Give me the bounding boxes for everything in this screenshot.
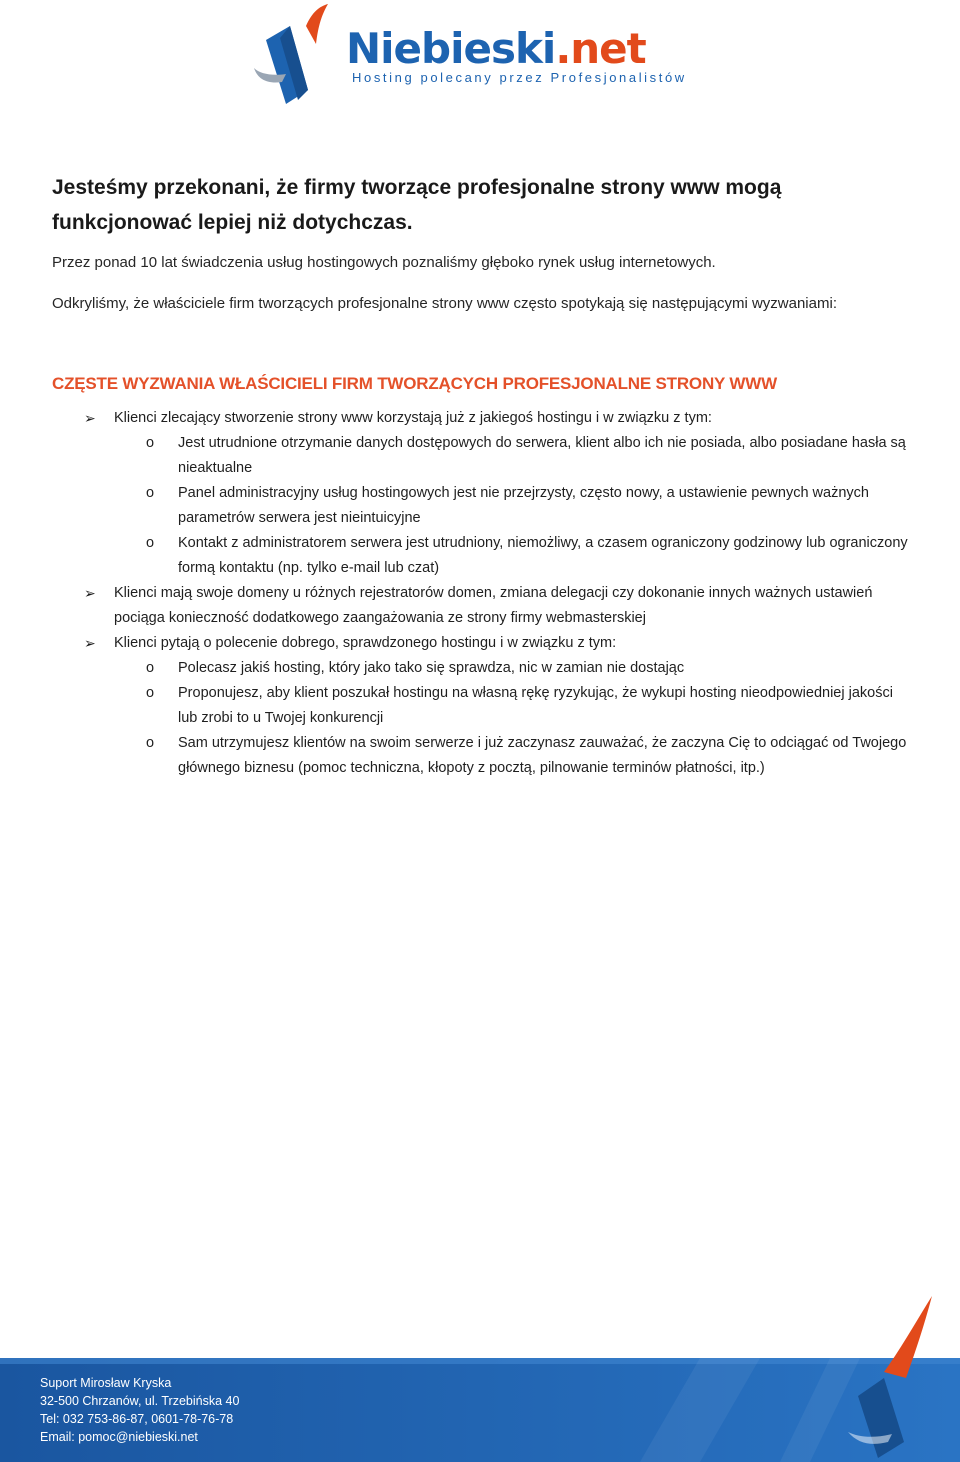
- list-item-text: Klienci zlecający stworzenie strony www korzystają już z jakiegoś hostingu i w związku z tym:: [114, 410, 712, 426]
- footer-phone: Tel: 032 753-86-87, 0601-78-76-78: [40, 1412, 234, 1426]
- footer-email[interactable]: Email: pomoc@niebieski.net: [40, 1430, 198, 1444]
- footer-contact: [40, 1374, 239, 1446]
- sub-list-item: [52, 656, 912, 681]
- sub-list-item-text: Kontakt z administratorem serwera jest utrudniony, niemożliwy, a czasem ograniczony godzinowy lub ograniczony formą kontaktu (np. tylko e-mail lub czat): [178, 535, 908, 576]
- circle-bullet-icon: o: [146, 535, 155, 551]
- logo-tagline: Hosting polecany przez Profesjonalistów: [352, 70, 687, 85]
- sub-list: [114, 431, 912, 581]
- footer-company: Suport Mirosław Kryska: [40, 1376, 172, 1390]
- logo-swoosh-icon: [246, 4, 356, 108]
- list-item: [52, 631, 912, 781]
- sub-list-item: [52, 681, 912, 731]
- list-item-text: Klienci pytają o polecenie dobrego, sprawdzonego hostingu i w związku z tym:: [114, 635, 617, 651]
- arrow-bullet-icon: ➢: [84, 585, 96, 601]
- sub-list-item-text: Panel administracyjny usług hostingowych jest nie przejrzysty, często nowy, a ustawienie pewnych ważnych parametrów serwera jest nieintuicyjne: [178, 485, 869, 526]
- logo: [246, 4, 687, 108]
- sub-list-item: [52, 431, 912, 481]
- sub-list-item-text: Proponujesz, aby klient poszukał hostingu na własną rękę ryzykując, że wykupi hosting nieodpowiedniej jakości lub zrobi to u Twojej konkurencji: [178, 685, 893, 726]
- list-item-text: Klienci mają swoje domeny u różnych rejestratorów domen, zmiana delegacji czy dokonanie innych ważnych ustawień pociąga konieczność dodatkowego zaangażowania ze strony firmy webmasterskiej: [114, 585, 873, 626]
- circle-bullet-icon: o: [146, 485, 155, 501]
- sub-list-item: [52, 481, 912, 531]
- sub-list-item-text: Jest utrudnione otrzymanie danych dostępowych do serwera, klient albo ich nie posiada, albo posiadane hasła są nieaktualne: [178, 435, 906, 476]
- arrow-bullet-icon: ➢: [84, 635, 96, 651]
- intro-paragraph: Przez ponad 10 lat świadczenia usług hostingowych poznaliśmy głęboko rynek usług internetowych.: [52, 254, 716, 271]
- list-item: [52, 581, 912, 631]
- sub-list-item-text: Sam utrzymujesz klientów na swoim serwerze i już zaczynasz zauważać, że zaczyna Cię to odciągać od Twojego głównego biznesu (pomoc techniczna, kłopoty z pocztą, pilnowanie terminów płatności, itp.): [178, 735, 907, 776]
- logo-name: [346, 24, 646, 73]
- logo-name-part1: Niebieski: [346, 24, 556, 73]
- sub-list-item: [52, 731, 912, 781]
- list-item: [52, 406, 912, 581]
- section-title: CZĘSTE WYZWANIA WŁAŚCICIELI FIRM TWORZĄCYCH PROFESJONALNE STRONY WWW: [52, 374, 777, 393]
- sub-list-item-text: Polecasz jakiś hosting, który jako tako się sprawdza, nic w zamian nie dostając: [178, 660, 685, 676]
- logo-name-part2: .net: [555, 24, 646, 73]
- footer: [0, 1292, 960, 1462]
- headline: Jesteśmy przekonani, że firmy tworzące profesjonalne strony www mogą funkcjonować lepiej niż dotychczas.: [52, 176, 782, 234]
- circle-bullet-icon: o: [146, 660, 155, 676]
- sub-list: [114, 656, 912, 781]
- sub-list-item: [52, 531, 912, 581]
- challenges-list: [52, 406, 912, 781]
- circle-bullet-icon: o: [146, 435, 155, 451]
- circle-bullet-icon: o: [146, 685, 155, 701]
- circle-bullet-icon: o: [146, 735, 155, 751]
- discovery-paragraph: Odkryliśmy, że właściciele firm tworzących profesjonalne strony www często spotykają się następującymi wyzwaniami:: [52, 295, 837, 312]
- arrow-bullet-icon: ➢: [84, 410, 96, 426]
- document-body: [52, 170, 912, 781]
- footer-address: 32-500 Chrzanów, ul. Trzebińska 40: [40, 1394, 240, 1408]
